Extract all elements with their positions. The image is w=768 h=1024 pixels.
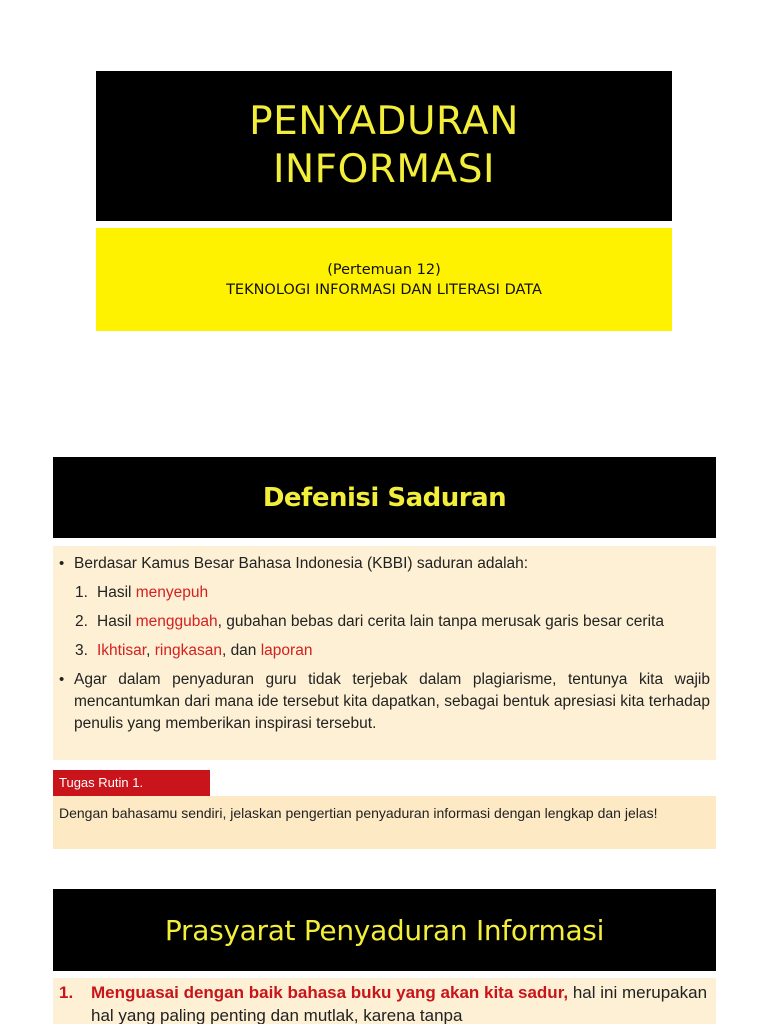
- item-highlight: Menguasai dengan baik bahasa buku yang akan kita sadur,: [91, 983, 569, 1002]
- section-header-prasyarat: [53, 889, 716, 971]
- numbered-item: [59, 981, 708, 1024]
- title-line-2: INFORMASI: [273, 147, 495, 192]
- requirements-box: [53, 978, 716, 1024]
- list-item: [59, 553, 710, 575]
- item-separator: ,: [146, 642, 155, 659]
- item-highlight: menggubah: [135, 613, 218, 630]
- task-label: Tugas Rutin 1.: [53, 770, 210, 796]
- item-separator: , dan: [221, 642, 261, 659]
- title-banner: [96, 71, 672, 221]
- numbered-item: [59, 582, 710, 604]
- item-text: [97, 640, 312, 662]
- item-number: 1.: [59, 983, 74, 1002]
- subtitle-banner: [96, 228, 672, 331]
- list-item: [59, 669, 710, 735]
- numbered-item: [59, 611, 710, 633]
- title-line-1: PENYADURAN: [249, 99, 519, 144]
- item-number: 3.: [75, 642, 88, 659]
- item-highlight: Ikhtisar: [97, 642, 147, 659]
- subtitle-meeting: (Pertemuan 12): [327, 261, 441, 278]
- item-prefix: Hasil: [97, 613, 136, 630]
- bullet-icon: •: [59, 555, 65, 572]
- item-number: 1.: [75, 584, 88, 601]
- item-number: 2.: [75, 613, 88, 630]
- item-highlight: laporan: [260, 642, 313, 659]
- item-text: [97, 611, 664, 633]
- item-text: [97, 582, 208, 604]
- item-highlight: menyepuh: [135, 584, 209, 601]
- section-header-defenisi: [53, 457, 716, 538]
- item-prefix: Hasil: [97, 584, 136, 601]
- section-title: Prasyarat Penyaduran Informasi: [164, 913, 605, 947]
- item-rest: hal ini merupakan hal yang paling penting dan mutlak, karena tanpa: [91, 983, 708, 1024]
- bullet-text: Berdasar Kamus Besar Bahasa Indonesia (KBBI) saduran adalah:: [74, 555, 529, 572]
- subtitle-course: TEKNOLOGI INFORMASI DAN LITERASI DATA: [226, 281, 542, 298]
- task-box: [53, 796, 716, 849]
- definition-box: [53, 546, 716, 760]
- item-text: [91, 981, 708, 1024]
- numbered-item: [59, 640, 710, 662]
- bullet-icon: •: [59, 671, 65, 688]
- section-title: Defenisi Saduran: [262, 482, 507, 513]
- item-suffix: , gubahan bebas dari cerita lain tanpa merusak garis besar cerita: [217, 613, 664, 630]
- item-highlight: ringkasan: [154, 642, 222, 659]
- task-text: Dengan bahasamu sendiri, jelaskan pengertian penyaduran informasi dengan lengkap dan jelas!: [59, 805, 658, 821]
- bullet-text: Agar dalam penyaduran guru tidak terjebak dalam plagiarisme, tentunya kita wajib mencantumkan dari mana ide tersebut kita dapatkan, sebagai bentuk apresiasi kita terhadap penulis yang memberikan inspirasi tersebut.: [74, 671, 710, 732]
